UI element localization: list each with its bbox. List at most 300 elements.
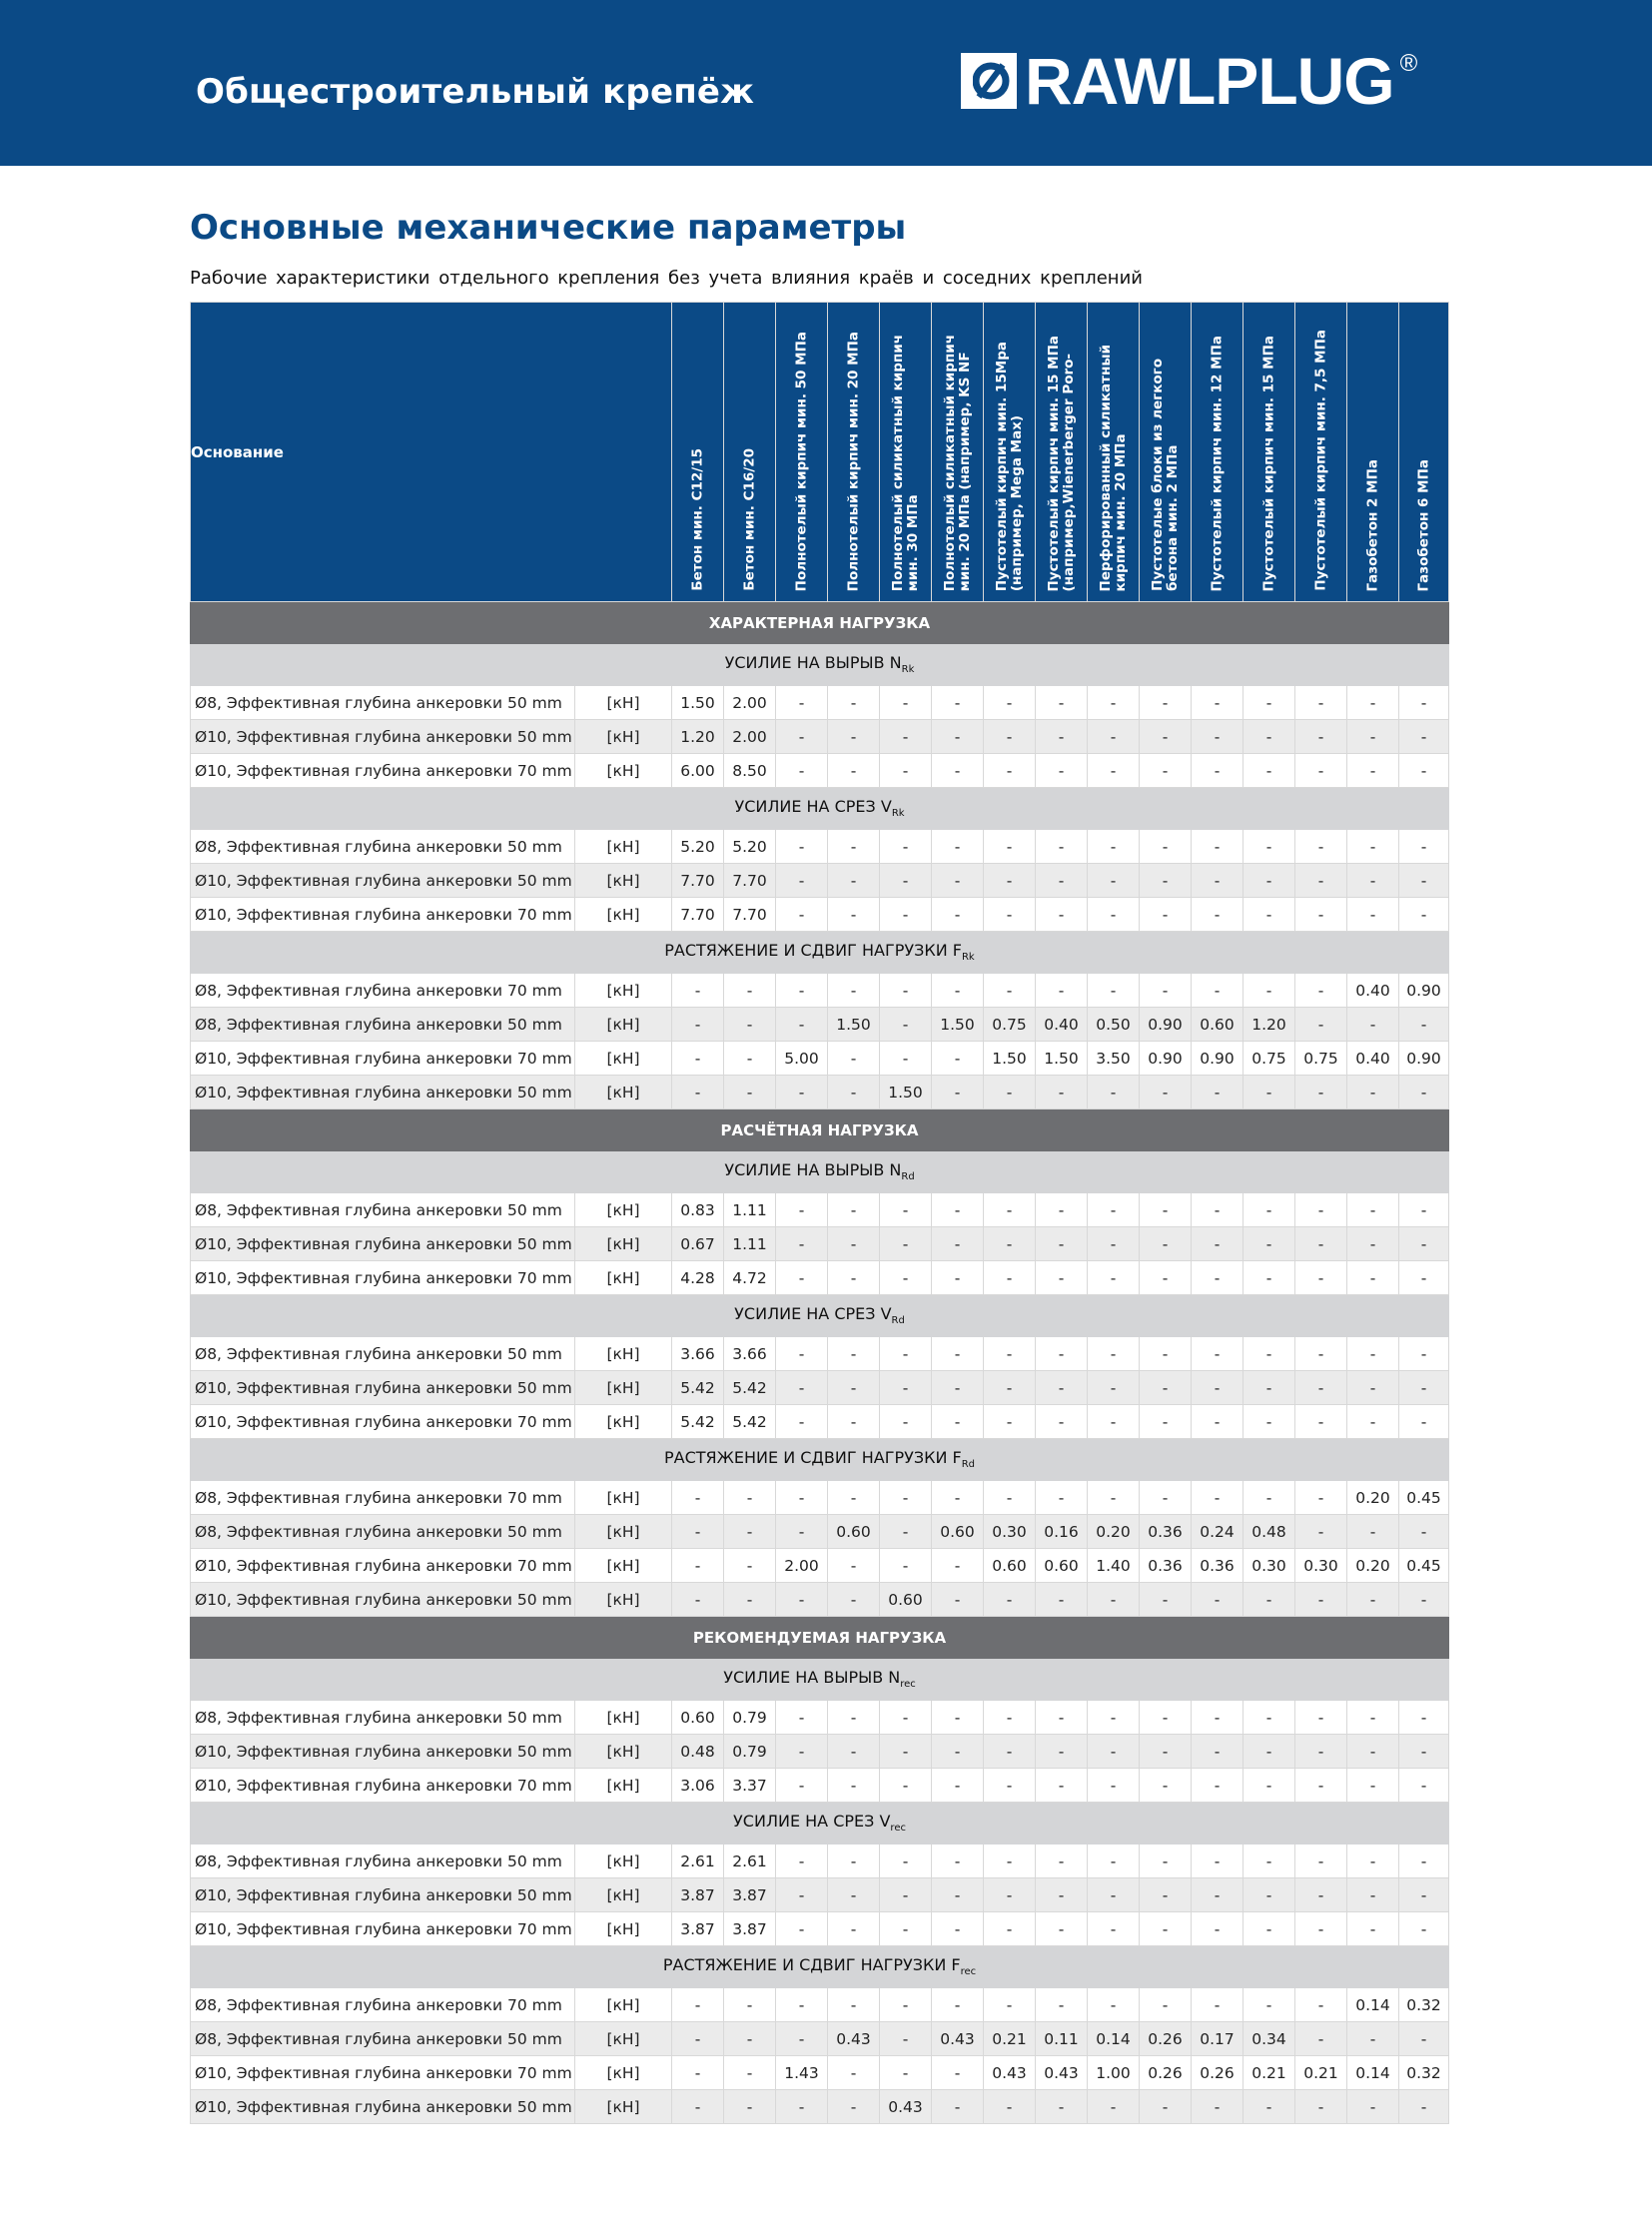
value-cell: -: [1399, 686, 1449, 720]
value-cell: -: [1088, 1193, 1140, 1227]
value-cell: -: [672, 1583, 724, 1617]
value-cell: 0.21: [1295, 2056, 1347, 2090]
value-cell: -: [1192, 1583, 1243, 1617]
value-cell: 0.26: [1192, 2056, 1243, 2090]
rawlplug-logo: [961, 44, 1418, 118]
value-cell: -: [1347, 1371, 1399, 1405]
value-cell: 0.60: [932, 1515, 984, 1549]
value-cell: -: [1295, 974, 1347, 1008]
value-cell: -: [1036, 1371, 1088, 1405]
value-cell: 3.87: [672, 1878, 724, 1912]
value-cell: -: [828, 1583, 880, 1617]
value-cell: -: [1295, 1988, 1347, 2022]
value-cell: -: [1347, 1405, 1399, 1439]
value-cell: -: [1088, 720, 1140, 754]
value-cell: -: [984, 974, 1036, 1008]
group-title: УСИЛИЕ НА ВЫРЫВ N: [724, 653, 902, 673]
value-cell: -: [1347, 1701, 1399, 1735]
value-cell: -: [1347, 830, 1399, 864]
value-cell: -: [1295, 864, 1347, 898]
material-column-header: [880, 303, 932, 602]
group-row: [191, 1151, 1449, 1193]
value-cell: 3.50: [1088, 1042, 1140, 1076]
value-cell: 3.66: [724, 1337, 776, 1371]
value-cell: -: [1036, 1701, 1088, 1735]
value-cell: -: [1399, 1405, 1449, 1439]
value-cell: -: [984, 1845, 1036, 1878]
value-cell: -: [1088, 1845, 1140, 1878]
group-title-subscript: Rd: [961, 1459, 976, 1471]
value-cell: -: [1347, 2090, 1399, 2124]
value-cell: -: [1347, 1845, 1399, 1878]
row-label: Ø8, Эффективная глубина анкеровки 50 mm: [191, 1337, 575, 1371]
value-cell: -: [776, 1193, 828, 1227]
value-cell: -: [932, 1261, 984, 1295]
value-cell: -: [1243, 1988, 1295, 2022]
value-cell: -: [1192, 754, 1243, 788]
value-cell: -: [932, 898, 984, 932]
value-cell: 3.06: [672, 1769, 724, 1803]
value-cell: 0.50: [1088, 1008, 1140, 1042]
value-cell: -: [1399, 864, 1449, 898]
value-cell: -: [932, 686, 984, 720]
row-label: Ø10, Эффективная глубина анкеровки 50 mm: [191, 1878, 575, 1912]
value-cell: -: [932, 1076, 984, 1110]
row-label: Ø10, Эффективная глубина анкеровки 70 mm: [191, 1042, 575, 1076]
value-cell: -: [1140, 720, 1192, 754]
value-cell: -: [1347, 1337, 1399, 1371]
value-cell: -: [932, 1227, 984, 1261]
table-row: [191, 1261, 1449, 1295]
value-cell: -: [1243, 1878, 1295, 1912]
value-cell: -: [932, 1193, 984, 1227]
group-title-cell: [191, 1151, 1449, 1193]
row-unit: [кН]: [575, 1261, 672, 1295]
value-cell: -: [828, 974, 880, 1008]
value-cell: -: [1243, 1912, 1295, 1946]
row-unit: [кН]: [575, 1735, 672, 1769]
group-row: [191, 644, 1449, 686]
value-cell: -: [1088, 974, 1140, 1008]
value-cell: 0.60: [1036, 1549, 1088, 1583]
value-cell: 0.20: [1347, 1549, 1399, 1583]
value-cell: -: [776, 898, 828, 932]
value-cell: -: [1295, 1701, 1347, 1735]
section-row: [191, 1110, 1449, 1151]
value-cell: -: [1036, 720, 1088, 754]
value-cell: -: [1295, 1008, 1347, 1042]
value-cell: -: [932, 1912, 984, 1946]
section-title: РЕКОМЕНДУЕМАЯ НАГРУЗКА: [191, 1617, 1449, 1659]
value-cell: -: [1243, 1076, 1295, 1110]
value-cell: -: [776, 1261, 828, 1295]
row-unit: [кН]: [575, 1008, 672, 1042]
value-cell: -: [1399, 2022, 1449, 2056]
group-title-cell: [191, 1803, 1449, 1845]
group-title-cell: [191, 1659, 1449, 1701]
value-cell: -: [776, 1008, 828, 1042]
value-cell: -: [1192, 1405, 1243, 1439]
value-cell: -: [1243, 830, 1295, 864]
value-cell: 4.72: [724, 1261, 776, 1295]
value-cell: -: [1295, 754, 1347, 788]
value-cell: -: [776, 2022, 828, 2056]
value-cell: -: [1347, 1583, 1399, 1617]
rawlplug-logo-icon: [961, 53, 1017, 109]
value-cell: -: [880, 1337, 932, 1371]
value-cell: 0.36: [1140, 1515, 1192, 1549]
value-cell: -: [1088, 898, 1140, 932]
group-row: [191, 1803, 1449, 1845]
value-cell: -: [1295, 1227, 1347, 1261]
parameters-table: [190, 302, 1449, 2124]
group-title: УСИЛИЕ НА СРЕЗ V: [734, 797, 892, 817]
group-title: РАСТЯЖЕНИЕ И СДВИГ НАГРУЗКИ F: [664, 941, 962, 961]
value-cell: 0.75: [984, 1008, 1036, 1042]
row-label: Ø10, Эффективная глубина анкеровки 50 mm: [191, 1735, 575, 1769]
row-label: Ø10, Эффективная глубина анкеровки 50 mm: [191, 1583, 575, 1617]
value-cell: -: [1347, 686, 1399, 720]
value-cell: 2.00: [724, 686, 776, 720]
value-cell: -: [984, 1076, 1036, 1110]
value-cell: -: [1295, 1583, 1347, 1617]
table-row: [191, 1337, 1449, 1371]
value-cell: 0.21: [984, 2022, 1036, 2056]
value-cell: 0.43: [828, 2022, 880, 2056]
value-cell: -: [828, 898, 880, 932]
value-cell: -: [1295, 720, 1347, 754]
value-cell: -: [1036, 1076, 1088, 1110]
value-cell: -: [984, 898, 1036, 932]
material-column-header: [1088, 303, 1140, 602]
value-cell: -: [1140, 1227, 1192, 1261]
value-cell: -: [984, 864, 1036, 898]
row-label: Ø8, Эффективная глубина анкеровки 50 mm: [191, 1701, 575, 1735]
value-cell: -: [1088, 1701, 1140, 1735]
value-cell: -: [1347, 864, 1399, 898]
value-cell: -: [1347, 1878, 1399, 1912]
value-cell: -: [932, 1583, 984, 1617]
row-unit: [кН]: [575, 1549, 672, 1583]
row-label: Ø8, Эффективная глубина анкеровки 70 mm: [191, 974, 575, 1008]
value-cell: -: [776, 1405, 828, 1439]
row-unit: [кН]: [575, 2056, 672, 2090]
value-cell: -: [1088, 864, 1140, 898]
value-cell: 1.50: [1036, 1042, 1088, 1076]
value-cell: -: [828, 1549, 880, 1583]
row-label: Ø10, Эффективная глубина анкеровки 50 mm: [191, 1076, 575, 1110]
value-cell: -: [1399, 1008, 1449, 1042]
material-column-header: [672, 303, 724, 602]
group-title-cell: [191, 1439, 1449, 1481]
value-cell: 0.36: [1140, 1549, 1192, 1583]
value-cell: -: [984, 1583, 1036, 1617]
value-cell: 0.32: [1399, 1988, 1449, 2022]
value-cell: -: [828, 864, 880, 898]
row-unit: [кН]: [575, 830, 672, 864]
value-cell: -: [1140, 1481, 1192, 1515]
table-row: [191, 830, 1449, 864]
value-cell: -: [1140, 1735, 1192, 1769]
value-cell: -: [932, 1988, 984, 2022]
value-cell: -: [828, 1878, 880, 1912]
value-cell: 0.26: [1140, 2022, 1192, 2056]
value-cell: -: [828, 1227, 880, 1261]
value-cell: -: [1192, 1076, 1243, 1110]
value-cell: 1.43: [776, 2056, 828, 2090]
value-cell: 0.30: [1243, 1549, 1295, 1583]
value-cell: 0.90: [1399, 974, 1449, 1008]
group-title: РАСТЯЖЕНИЕ И СДВИГ НАГРУЗКИ F: [662, 1955, 961, 1975]
group-title-cell: [191, 1946, 1449, 1988]
value-cell: 3.66: [672, 1337, 724, 1371]
value-cell: -: [1140, 1769, 1192, 1803]
value-cell: -: [1295, 1912, 1347, 1946]
material-column-label: Пустотелый кирпич мин. 15 МПа (например,Wienerberger Poro-: [1045, 335, 1077, 591]
value-cell: -: [1192, 720, 1243, 754]
value-cell: -: [1295, 2090, 1347, 2124]
row-unit: [кН]: [575, 686, 672, 720]
value-cell: -: [1295, 1845, 1347, 1878]
value-cell: -: [828, 1988, 880, 2022]
value-cell: -: [880, 1371, 932, 1405]
value-cell: -: [1295, 1371, 1347, 1405]
value-cell: -: [724, 1481, 776, 1515]
group-row: [191, 1439, 1449, 1481]
value-cell: -: [776, 1371, 828, 1405]
row-label: Ø10, Эффективная глубина анкеровки 70 mm: [191, 1405, 575, 1439]
group-title-subscript: Rk: [961, 952, 975, 964]
value-cell: -: [1192, 898, 1243, 932]
value-cell: -: [828, 720, 880, 754]
row-label: Ø8, Эффективная глубина анкеровки 50 mm: [191, 686, 575, 720]
value-cell: 0.45: [1399, 1549, 1449, 1583]
row-label: Ø8, Эффективная глубина анкеровки 70 mm: [191, 1988, 575, 2022]
value-cell: -: [1036, 1912, 1088, 1946]
row-unit: [кН]: [575, 1042, 672, 1076]
value-cell: 0.90: [1399, 1042, 1449, 1076]
value-cell: -: [1399, 1337, 1449, 1371]
table-row: [191, 1193, 1449, 1227]
material-column-label: Газобетон 2 МПа: [1364, 458, 1381, 591]
value-cell: -: [776, 720, 828, 754]
value-cell: 8.50: [724, 754, 776, 788]
table-row: [191, 1583, 1449, 1617]
value-cell: -: [776, 754, 828, 788]
value-cell: 0.36: [1192, 1549, 1243, 1583]
row-unit: [кН]: [575, 1912, 672, 1946]
value-cell: -: [828, 1845, 880, 1878]
value-cell: -: [1140, 1583, 1192, 1617]
value-cell: -: [828, 1701, 880, 1735]
material-column-label: Газобетон 6 МПа: [1415, 458, 1432, 591]
value-cell: -: [1347, 1193, 1399, 1227]
value-cell: 1.50: [828, 1008, 880, 1042]
value-cell: -: [1243, 898, 1295, 932]
value-cell: -: [932, 1371, 984, 1405]
row-label: Ø10, Эффективная глубина анкеровки 50 mm: [191, 2090, 575, 2124]
table-row: [191, 864, 1449, 898]
value-cell: -: [1192, 1337, 1243, 1371]
value-cell: -: [1192, 974, 1243, 1008]
value-cell: -: [1088, 1371, 1140, 1405]
group-title: УСИЛИЕ НА СРЕЗ V: [734, 1304, 892, 1324]
value-cell: -: [776, 1701, 828, 1735]
value-cell: -: [1088, 1878, 1140, 1912]
value-cell: -: [932, 2056, 984, 2090]
value-cell: -: [1088, 1227, 1140, 1261]
material-column-label: Пустотелые блоки из легкого бетона мин. 2 МПа: [1149, 359, 1181, 591]
base-column-header: Основание: [191, 303, 672, 602]
value-cell: 7.70: [672, 898, 724, 932]
value-cell: 1.20: [672, 720, 724, 754]
value-cell: -: [828, 1261, 880, 1295]
value-cell: -: [776, 1912, 828, 1946]
value-cell: 5.42: [672, 1371, 724, 1405]
value-cell: -: [828, 1769, 880, 1803]
value-cell: -: [1347, 720, 1399, 754]
value-cell: 0.11: [1036, 2022, 1088, 2056]
value-cell: -: [672, 2090, 724, 2124]
value-cell: -: [672, 1076, 724, 1110]
value-cell: -: [724, 1042, 776, 1076]
value-cell: 0.20: [1088, 1515, 1140, 1549]
value-cell: -: [1192, 830, 1243, 864]
value-cell: -: [984, 1912, 1036, 1946]
value-cell: -: [672, 1481, 724, 1515]
value-cell: -: [880, 1008, 932, 1042]
value-cell: 0.21: [1243, 2056, 1295, 2090]
value-cell: 1.50: [672, 686, 724, 720]
table-row: [191, 1042, 1449, 1076]
value-cell: -: [1140, 1261, 1192, 1295]
value-cell: 1.50: [984, 1042, 1036, 1076]
value-cell: -: [724, 2090, 776, 2124]
row-label: Ø10, Эффективная глубина анкеровки 70 mm: [191, 1549, 575, 1583]
value-cell: -: [1140, 830, 1192, 864]
value-cell: -: [1036, 898, 1088, 932]
value-cell: -: [1088, 1261, 1140, 1295]
table-row: [191, 1227, 1449, 1261]
table-row: [191, 2022, 1449, 2056]
value-cell: 5.42: [724, 1405, 776, 1439]
value-cell: -: [1399, 1227, 1449, 1261]
value-cell: -: [1243, 1481, 1295, 1515]
value-cell: -: [1088, 1076, 1140, 1110]
value-cell: 0.40: [1036, 1008, 1088, 1042]
value-cell: -: [880, 1042, 932, 1076]
value-cell: -: [880, 1549, 932, 1583]
row-label: Ø10, Эффективная глубина анкеровки 50 mm: [191, 720, 575, 754]
value-cell: 3.87: [724, 1912, 776, 1946]
value-cell: -: [932, 1481, 984, 1515]
value-cell: -: [1140, 1337, 1192, 1371]
material-column-label: Перфорированный силикатный кирпич мин. 20 МПа: [1097, 344, 1129, 591]
table-body: [191, 602, 1449, 2124]
value-cell: -: [828, 1193, 880, 1227]
value-cell: -: [932, 1405, 984, 1439]
value-cell: 0.26: [1140, 2056, 1192, 2090]
value-cell: 0.60: [672, 1701, 724, 1735]
value-cell: -: [1399, 2090, 1449, 2124]
material-column-header: [724, 303, 776, 602]
value-cell: -: [932, 1845, 984, 1878]
value-cell: 0.43: [880, 2090, 932, 2124]
value-cell: -: [1243, 1845, 1295, 1878]
page-title: Основные механические параметры: [190, 208, 907, 248]
value-cell: -: [828, 1735, 880, 1769]
value-cell: -: [1140, 1878, 1192, 1912]
value-cell: -: [1295, 1515, 1347, 1549]
value-cell: 7.70: [724, 864, 776, 898]
row-label: Ø8, Эффективная глубина анкеровки 50 mm: [191, 830, 575, 864]
value-cell: -: [828, 2056, 880, 2090]
group-title-subscript: rec: [890, 1823, 906, 1835]
value-cell: -: [672, 2022, 724, 2056]
group-title: УСИЛИЕ НА ВЫРЫВ N: [724, 1160, 902, 1180]
value-cell: -: [880, 974, 932, 1008]
value-cell: -: [1140, 1845, 1192, 1878]
value-cell: 0.30: [1295, 1549, 1347, 1583]
value-cell: -: [1140, 898, 1192, 932]
value-cell: -: [828, 1371, 880, 1405]
value-cell: 3.87: [724, 1878, 776, 1912]
table-row: [191, 1008, 1449, 1042]
value-cell: -: [932, 754, 984, 788]
value-cell: -: [1295, 1405, 1347, 1439]
value-cell: -: [1399, 720, 1449, 754]
group-title-cell: [191, 1295, 1449, 1337]
value-cell: -: [1399, 1193, 1449, 1227]
table-row: [191, 974, 1449, 1008]
value-cell: 0.90: [1140, 1042, 1192, 1076]
row-label: Ø8, Эффективная глубина анкеровки 50 mm: [191, 2022, 575, 2056]
value-cell: 0.60: [984, 1549, 1036, 1583]
value-cell: 1.50: [880, 1076, 932, 1110]
value-cell: -: [880, 1515, 932, 1549]
material-column-label: Полнотелый кирпич мин. 20 МПа: [845, 331, 862, 591]
value-cell: 1.11: [724, 1193, 776, 1227]
value-cell: -: [984, 830, 1036, 864]
row-unit: [кН]: [575, 754, 672, 788]
table-row: [191, 2056, 1449, 2090]
value-cell: -: [984, 1405, 1036, 1439]
row-unit: [кН]: [575, 2090, 672, 2124]
value-cell: 0.45: [1399, 1481, 1449, 1515]
value-cell: -: [1140, 1193, 1192, 1227]
row-label: Ø10, Эффективная глубина анкеровки 70 mm: [191, 2056, 575, 2090]
value-cell: -: [1347, 898, 1399, 932]
row-unit: [кН]: [575, 1076, 672, 1110]
row-unit: [кН]: [575, 1701, 672, 1735]
value-cell: 3.87: [672, 1912, 724, 1946]
table-row: [191, 1878, 1449, 1912]
row-unit: [кН]: [575, 864, 672, 898]
value-cell: 3.37: [724, 1769, 776, 1803]
value-cell: 0.79: [724, 1701, 776, 1735]
value-cell: -: [880, 898, 932, 932]
value-cell: -: [1295, 1193, 1347, 1227]
table-row: [191, 1912, 1449, 1946]
value-cell: -: [828, 1912, 880, 1946]
row-unit: [кН]: [575, 1337, 672, 1371]
value-cell: -: [1399, 1583, 1449, 1617]
value-cell: 0.40: [1347, 1042, 1399, 1076]
value-cell: -: [1088, 754, 1140, 788]
value-cell: -: [1399, 1701, 1449, 1735]
value-cell: -: [880, 1769, 932, 1803]
value-cell: -: [828, 830, 880, 864]
